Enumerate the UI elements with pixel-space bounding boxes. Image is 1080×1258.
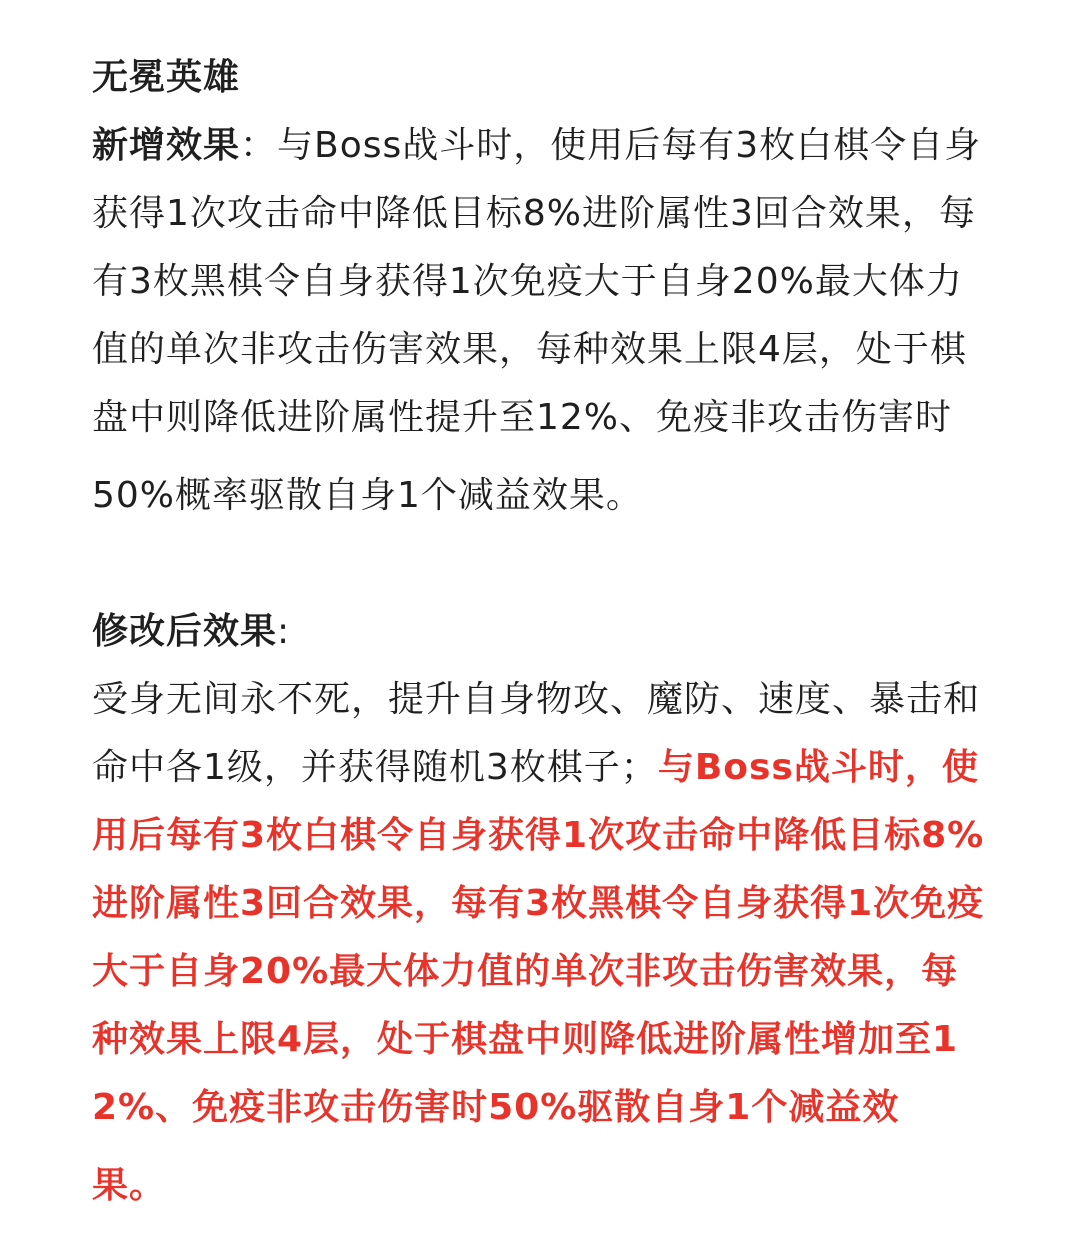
new-effect-colon: ： [240,125,278,166]
modified-effect-colon: : [277,611,291,652]
hero-title: 无冕英雄 [92,57,241,98]
modified-effect-text: 受身无间永不死，提升自身物攻、魔防、速度、暴击和命中各1级，并获得随机3枚棋子； [92,679,981,788]
modified-effect-label: 修改后效果 [92,611,278,652]
modified-effect-highlight: 与Boss战斗时，使用后每有3枚白棋令自身获得1次攻击命中降低目标8%进阶属性3回合效果，每有3枚黑棋令自身获得1次免疫大于自身20%最大体力值的单次非攻击伤害效果，每种效果上限4层，处于棋盘中则降低进阶属性增加至12%、免疫非攻击伤害时50%驱散自身1个减益效 [92,747,985,1128]
section-divider [92,530,992,598]
modified-effect-highlight-end: 果。 [92,1165,167,1206]
modified-effect-end-paragraph [92,1152,992,1220]
modified-effect-heading [92,598,992,666]
modified-effect-paragraph [92,666,992,1142]
new-effect-text: 与Boss战斗时，使用后每有3枚白棋令自身获得1次攻击命中降低目标8%进阶属性3回合效果，每有3枚黑棋令自身获得1次免疫大于自身20%最大体力值的单次非攻击伤害效果，每种效果上限4层，处于棋盘中则降低进阶属性提升至12%、免疫非攻击伤害时 [92,125,982,438]
new-effect-paragraph [92,112,992,452]
article [92,44,992,1220]
new-effect-label: 新增效果 [92,125,241,166]
new-effect-text-end: 50%概率驱散自身1个减益效果。 [92,475,643,516]
